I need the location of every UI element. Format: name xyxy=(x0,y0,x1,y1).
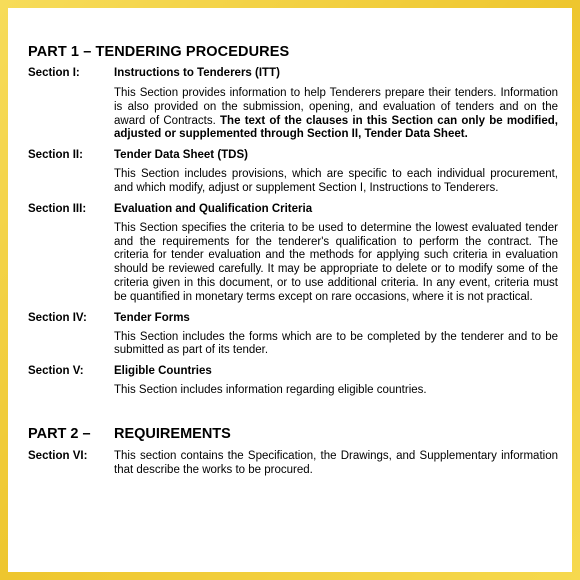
section-3 xyxy=(28,203,558,305)
section-body xyxy=(114,87,558,142)
section-text-bold: The text of the clauses in this Section can only be modified, adjusted or supplemented through Section II, Tender Data Sheet. xyxy=(114,114,558,141)
section-5 xyxy=(28,365,558,398)
section-text: This Section provides information to help Tenderers prepare their tenders. Information is also provided on the submission, opening, and evaluation of tenders and on the award of Contracts. xyxy=(114,87,558,127)
part1-title: PART 1 – TENDERING PROCEDURES xyxy=(28,44,290,60)
section-1 xyxy=(28,67,558,142)
section-heading: Eligible Countries xyxy=(114,365,212,378)
section-body: This Section includes the forms which are to be completed by the tenderer and to be submitted as part of its tender. xyxy=(114,330,558,357)
section-body: This Section specifies the criteria to be used to determine the lowest evaluated tender and the requirements for the tenderer's qualification to perform the contract. The criteria for tender evaluation and the methods for applying such criteria in evaluation should be reviewed carefully. It may be appropriate to delete or to modify some of the criteria given in this document, or to use additional criteria. In any event, criteria must be quantified in monetary terms except on rare occasions, where it is not practical. xyxy=(114,221,558,303)
section-label: Section IV: xyxy=(28,311,87,324)
document-page xyxy=(8,8,572,572)
section-body: This Section includes provisions, which are specific to each individual procurement, and which modify, adjust or supplement Section I, Instructions to Tenderers. xyxy=(114,168,558,194)
section-heading: Tender Forms xyxy=(114,311,190,324)
section-body: This section contains the Specification, the Drawings, and Supplementary information that describe the works to be procured. xyxy=(114,449,558,476)
part2-title: REQUIREMENTS xyxy=(114,425,231,442)
section-label: Section III: xyxy=(28,202,87,215)
part2-heading xyxy=(28,426,558,442)
section-heading: Tender Data Sheet (TDS) xyxy=(114,149,248,162)
section-heading: Evaluation and Qualification Criteria xyxy=(114,202,313,215)
section-body: This Section includes information regarding eligible countries. xyxy=(114,384,427,397)
section-6 xyxy=(28,450,558,478)
section-2 xyxy=(28,149,558,196)
section-label: Section II: xyxy=(28,149,83,162)
section-label: Section I: xyxy=(28,67,80,79)
section-label: Section VI: xyxy=(28,449,88,462)
section-4 xyxy=(28,312,558,359)
part2-number: PART 2 – xyxy=(28,425,91,442)
section-label: Section V: xyxy=(28,365,84,378)
document-content xyxy=(28,44,558,478)
section-heading: Instructions to Tenderers (ITT) xyxy=(114,67,280,79)
